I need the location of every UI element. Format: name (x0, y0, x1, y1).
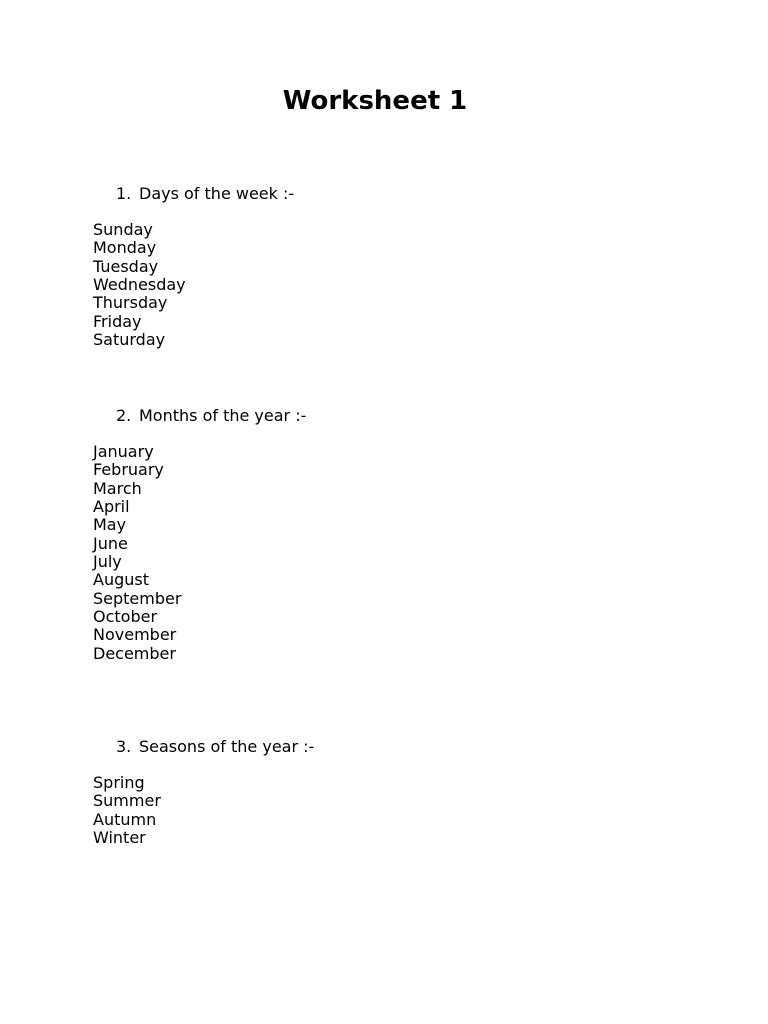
list-item: January (93, 442, 154, 461)
list-item: Thursday (93, 293, 168, 313)
list-item: Winter (93, 828, 146, 848)
list-item: November (93, 625, 177, 645)
list-item: Wednesday (93, 275, 186, 295)
section-seasons-of-year (93, 737, 693, 847)
section-number: 2. (116, 406, 132, 425)
list-item: Autumn (93, 809, 157, 829)
list-item: Monday (93, 238, 157, 258)
list-item: August (93, 570, 149, 590)
list-item: Saturday (93, 330, 166, 350)
section-number: 3. (116, 737, 132, 756)
section-heading-text: Months of the year :- (139, 406, 307, 425)
section-heading (93, 406, 693, 426)
list-item: July (93, 552, 122, 572)
seasons-list (93, 774, 693, 847)
months-list (93, 443, 693, 663)
list-item: Friday (93, 311, 142, 331)
section-heading-text: Days of the week :- (139, 184, 295, 203)
list-item: Spring (93, 773, 145, 792)
list-item: June (93, 533, 128, 553)
list-item: February (93, 460, 164, 480)
list-item: Summer (93, 791, 161, 811)
list-item: September (93, 588, 182, 608)
list-item: October (93, 607, 158, 627)
list-item: Tuesday (93, 256, 159, 276)
list-item: April (93, 497, 130, 517)
list-item: May (93, 515, 127, 535)
days-list (93, 221, 693, 349)
section-days-of-week (93, 184, 693, 349)
page-title: Worksheet 1 (282, 86, 468, 116)
section-heading-text: Seasons of the year :- (139, 737, 315, 756)
section-heading (93, 737, 693, 757)
section-number: 1. (116, 184, 132, 203)
list-item: Sunday (93, 220, 153, 239)
list-item: March (93, 478, 142, 498)
section-heading (93, 184, 693, 204)
list-item: December (93, 643, 176, 663)
section-months-of-year (93, 406, 693, 663)
